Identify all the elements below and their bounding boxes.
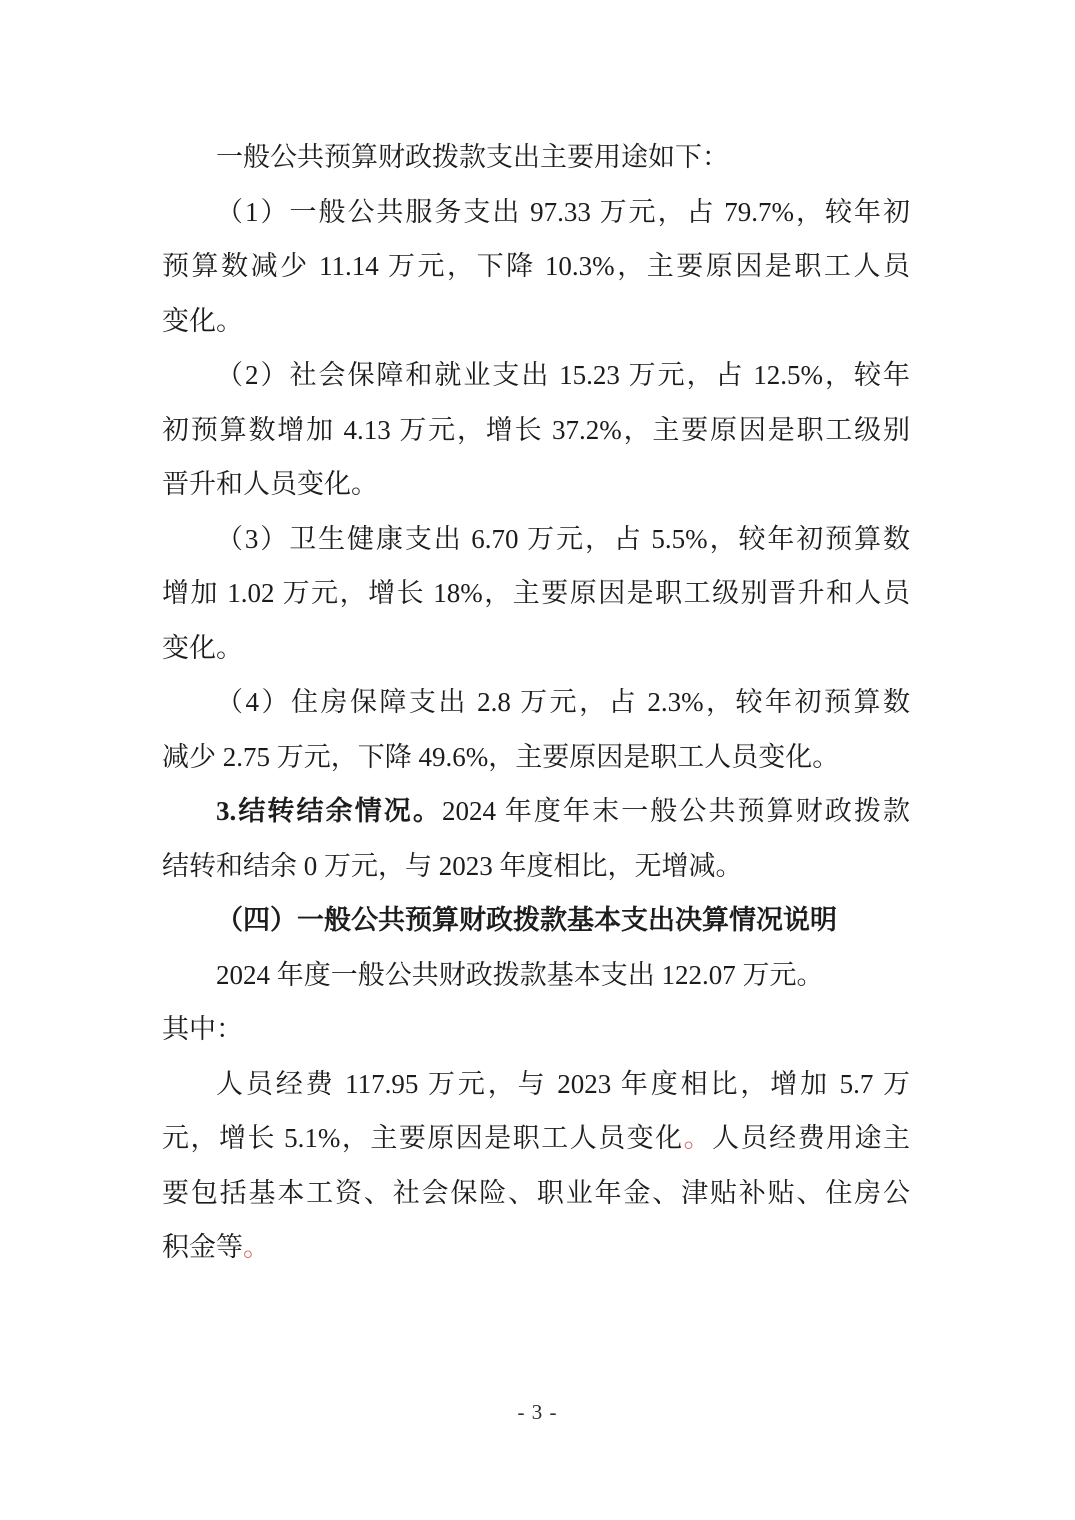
text-run: 变化。 [162, 305, 243, 336]
bold-text-run: 3.结转结余情况。 [216, 796, 442, 826]
text-run: （2）社会保障和就业支出 15.23 万元，占 12.5%，较年 [216, 360, 910, 390]
text-line [162, 675, 910, 730]
text-line [162, 403, 910, 458]
text-line [162, 1002, 910, 1057]
red-period-run: 。 [243, 1232, 270, 1262]
text-line [162, 1166, 910, 1221]
document-body [162, 130, 910, 1275]
text-line [162, 784, 910, 839]
text-run: 人员经费用途主 [712, 1123, 910, 1153]
text-run: 减少 2.75 万元，下降 49.6%，主要原因是职工人员变化。 [162, 741, 840, 772]
text-run: 预算数减少 11.14 万元，下降 10.3%，主要原因是职工人员 [162, 251, 910, 281]
text-line [162, 621, 910, 676]
text-run: 增加 1.02 万元，增长 18%，主要原因是职工级别晋升和人员 [162, 578, 910, 608]
text-line [162, 348, 910, 403]
text-run: 初预算数增加 4.13 万元，增长 37.2%，主要原因是职工级别 [162, 414, 910, 445]
text-run: 结转和结余 0 万元，与 2023 年度相比，无增减。 [162, 850, 743, 881]
text-run: 变化。 [162, 632, 243, 663]
text-run: （3）卫生健康支出 6.70 万元，占 5.5%，较年初预算数 [216, 523, 910, 554]
text-line [162, 294, 910, 349]
red-period-run: 。 [683, 1123, 713, 1153]
text-run: 晋升和人员变化。 [162, 469, 378, 499]
text-run: （4）住房保障支出 2.8 万元，占 2.3%，较年初预算数 [216, 687, 910, 717]
text-line [162, 239, 910, 294]
text-run: 元，增长 5.1%，主要原因是职工人员变化 [162, 1123, 684, 1153]
text-line [162, 185, 910, 240]
text-run: （1）一般公共服务支出 97.33 万元，占 79.7%，较年初 [216, 196, 910, 227]
text-run: 一般公共预算财政拨款支出主要用途如下： [216, 142, 729, 172]
text-line [162, 1111, 910, 1166]
text-run: 其中： [162, 1014, 243, 1044]
text-run: 要包括基本工资、社会保险、职业年金、津贴补贴、住房公 [162, 1177, 910, 1208]
text-line [162, 512, 910, 567]
section-heading [162, 893, 910, 948]
text-line [162, 566, 910, 621]
text-run: 2024 年度一般公共财政拨款基本支出 122.07 万元。 [216, 959, 824, 990]
text-run: 人员经费 117.95 万元，与 2023 年度相比，增加 5.7 万 [216, 1068, 910, 1099]
text-run: 2024 年度年末一般公共预算财政拨款 [441, 796, 910, 826]
text-run: 积金等 [162, 1232, 243, 1262]
text-line [162, 730, 910, 785]
text-line [162, 948, 910, 1003]
bold-text-run: （四）一般公共预算财政拨款基本支出决算情况说明 [216, 905, 837, 935]
text-line [162, 1220, 910, 1275]
footer-page-number: - 3 - [517, 1400, 558, 1424]
text-line [162, 839, 910, 894]
text-line [162, 457, 910, 512]
text-line [162, 1057, 910, 1112]
text-line [162, 130, 910, 185]
